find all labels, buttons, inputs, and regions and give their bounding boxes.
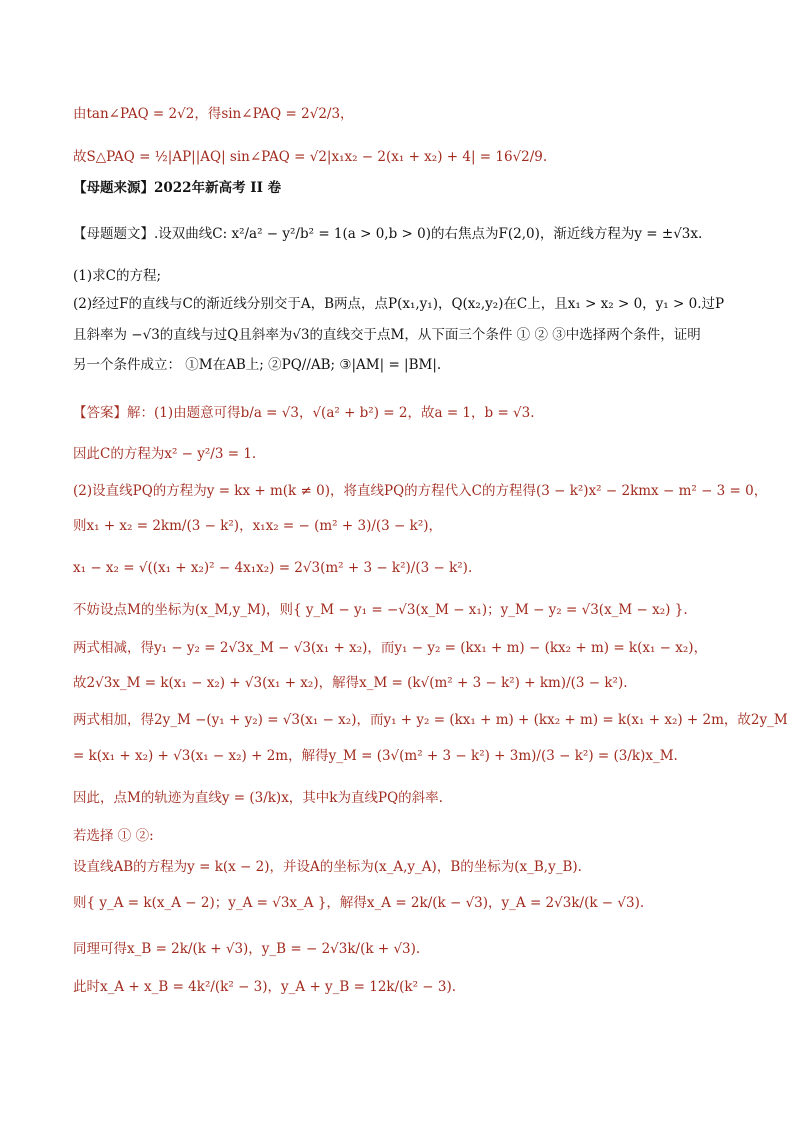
answer-heading: 【答案】解：(1)由题意可得b/a = √3，√(a² + b²) = 2，故a = 1，b = √3. <box>73 405 535 421</box>
text-line: 若选择 ① ②: <box>73 828 154 844</box>
text-line: 另一个条件成立： ①M在AB上; ②PQ//AB; ③|AM| = |BM|. <box>73 357 442 373</box>
text-line: 同理可得x_B = 2k/(k + √3)，y_B = − 2√3k/(k + √3). <box>73 941 421 957</box>
text-line: 故2√3x_M = k(x₁ − x₂) + √3(x₁ + x₂)，解得x_M = (k√(m² + 3 − k²) + km)/(3 − k²). <box>73 675 628 691</box>
text-line: 则x₁ + x₂ = 2km/(3 − k²)，x₁x₂ = − (m² + 3)/(3 − k²)， <box>73 518 443 534</box>
source-heading: 【母题来源】2022年新高考 II 卷 <box>73 180 282 196</box>
problem-statement: 【母题题文】.设双曲线C: x²/a² − y²/b² = 1(a > 0,b > 0)的右焦点为F(2,0)，渐近线方程为y = ±√3x. <box>73 226 703 242</box>
text-line: 则{ y_A = k(x_A − 2)；y_A = √3x_A }，解得x_A = 2k/(k − √3)，y_A = 2√3k/(k − √3). <box>73 895 645 911</box>
text-line: 此时x_A + x_B = 4k²/(k² − 3)，y_A + y_B = 12k/(k² − 3). <box>73 979 457 995</box>
text-line: = k(x₁ + x₂) + √3(x₁ − x₂) + 2m，解得y_M = (3√(m² + 3 − k²) + 3m)/(3 − k²) = (3/k)x_M. <box>73 748 678 764</box>
text-line: 两式相加，得2y_M −(y₁ + y₂) = √3(x₁ − x₂)，而y₁ + y₂ = (kx₁ + m) + (kx₂ + m) = k(x₁ + x₂) + 2m，故2y_M <box>73 712 788 728</box>
text-line: 不妨设点M的坐标为(x_M,y_M)，则{ y_M − y₁ = −√3(x_M − x₁)；y_M − y₂ = √3(x_M − x₂) }. <box>73 602 688 618</box>
text-line: 因此C的方程为x² − y²/3 = 1. <box>73 446 257 462</box>
text-line: 且斜率为 −√3的直线与过Q且斜率为√3的直线交于点M，从下面三个条件 ① ② ③中选择两个条件，证明 <box>73 327 701 343</box>
text-line: (2)设直线PQ的方程为y = kx + m(k ≠ 0)，将直线PQ的方程代入C的方程得(3 − k²)x² − 2kmx − m² − 3 = 0， <box>73 483 768 499</box>
text-line: 两式相减，得y₁ − y₂ = 2√3x_M − √3(x₁ + x₂)，而y₁ − y₂ = (kx₁ + m) − (kx₂ + m) = k(x₁ − x₂)， <box>73 640 708 656</box>
text-line: (1)求C的方程; <box>73 268 162 284</box>
text-line: 故S△PAQ = ½|AP||AQ| sin∠PAQ = √2|x₁x₂ − 2(x₁ + x₂) + 4| = 16√2/9. <box>73 149 548 165</box>
text-line: x₁ − x₂ = √((x₁ + x₂)² − 4x₁x₂) = 2√3(m² + 3 − k²)/(3 − k²). <box>73 560 473 576</box>
text-line: 由tan∠PAQ = 2√2，得sin∠PAQ = 2√2/3， <box>73 106 354 122</box>
text-line: 因此，点M的轨迹为直线y = (3/k)x，其中k为直线PQ的斜率. <box>73 790 443 806</box>
text-line: 设直线AB的方程为y = k(x − 2)，并设A的坐标为(x_A,y_A)，B的坐标为(x_B,y_B). <box>73 859 582 875</box>
text-line: (2)经过F的直线与C的渐近线分别交于A，B两点，点P(x₁,y₁)，Q(x₂,y₂)在C上，且x₁ > x₂ > 0，y₁ > 0.过P <box>73 296 725 312</box>
